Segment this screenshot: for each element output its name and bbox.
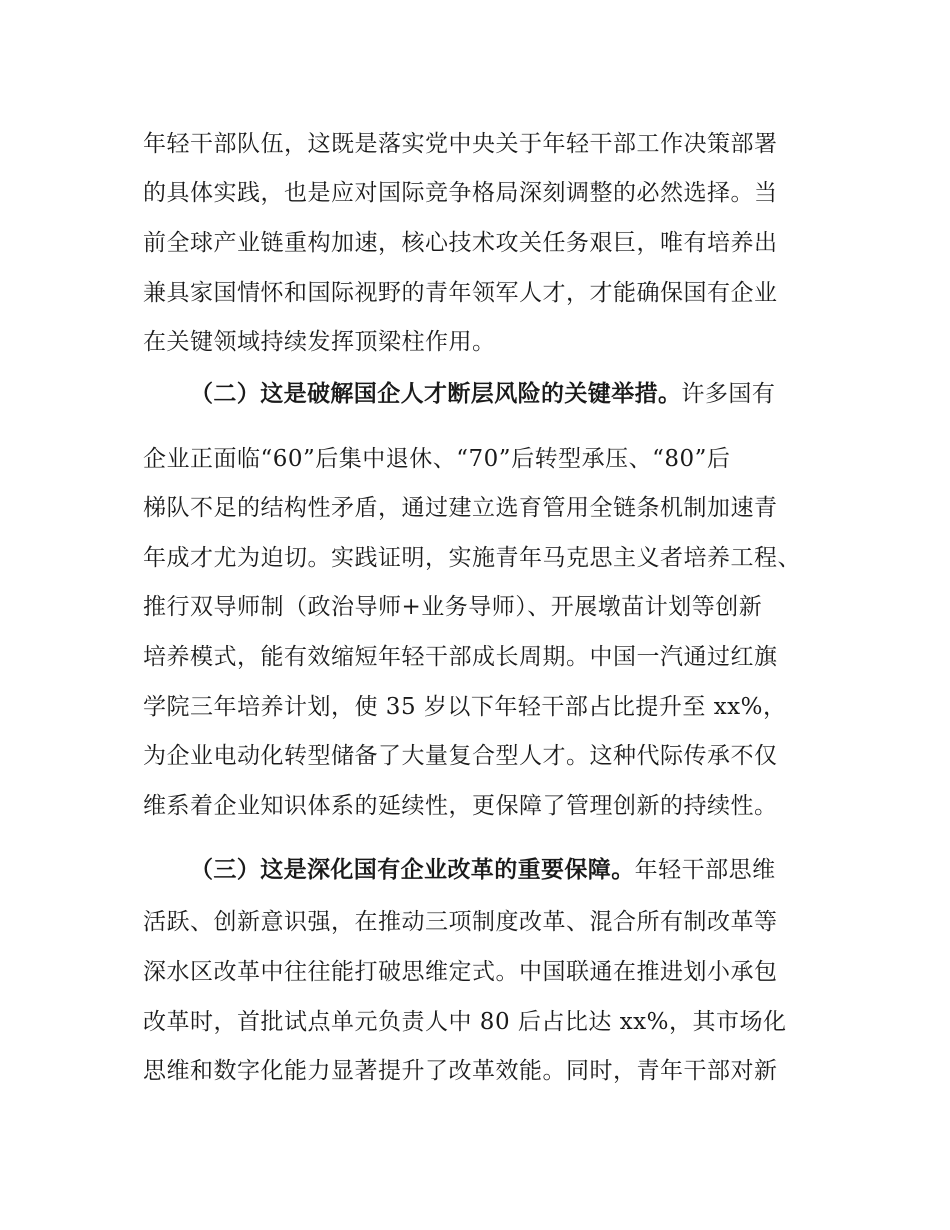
paragraph-1-line-4: 兼具家国情怀和国际视野的青年领军人才，才能确保国有企业 bbox=[143, 280, 778, 306]
paragraph-2-line-6: 培养模式，能有效缩短年轻干部成长周期。中国一汽通过红旗 bbox=[143, 644, 778, 670]
section-2-heading: （二）这是破解国企人才断层风险的关键举措。 bbox=[190, 381, 682, 407]
paragraph-2-line-7: 学院三年培养计划，使 35 岁以下年轻干部占比提升至 xx%， bbox=[143, 694, 787, 720]
paragraph-3-line-4: 改革时，首批试点单元负责人中 80 后占比达 xx%，其市场化 bbox=[143, 1009, 787, 1035]
paragraph-2-line-4: 年成才尤为迫切。实践证明，实施青年马克思主义者培养工程、 bbox=[143, 545, 801, 571]
paragraph-3-line-3: 深水区改革中往往能打破思维定式。中国联通在推进划小承包 bbox=[143, 959, 778, 985]
paragraph-3-first-line-text: 年轻干部思维 bbox=[634, 857, 776, 883]
paragraph-1-line-1: 年轻干部队伍，这既是落实党中央关于年轻干部工作决策部署 bbox=[143, 131, 778, 157]
paragraph-2-line-5: 推行双导师制（政治导师+业务导师）、开展墩苗计划等创新 bbox=[143, 594, 763, 620]
paragraph-3-line-2: 活跃、创新意识强，在推动三项制度改革、混合所有制改革等 bbox=[143, 909, 778, 935]
paragraph-2-line-9: 维系着企业知识体系的延续性，更保障了管理创新的持续性。 bbox=[143, 793, 778, 819]
paragraph-3-first-line bbox=[190, 855, 776, 885]
paragraph-3-line-5: 思维和数字化能力显著提升了改革效能。同时，青年干部对新 bbox=[143, 1058, 778, 1084]
paragraph-2-line-3: 梯队不足的结构性矛盾，通过建立选育管用全链条机制加速青 bbox=[143, 495, 778, 521]
paragraph-1-line-3: 前全球产业链重构加速，核心技术攻关任务艰巨，唯有培养出 bbox=[143, 230, 778, 256]
section-3-heading: （三）这是深化国有企业改革的重要保障。 bbox=[190, 857, 635, 883]
paragraph-2-line-8: 为企业电动化转型储备了大量复合型人才。这种代际传承不仅 bbox=[143, 743, 778, 769]
paragraph-2-first-line-text: 许多国有 bbox=[681, 381, 776, 407]
paragraph-1-line-2: 的具体实践，也是应对国际竞争格局深刻调整的必然选择。当 bbox=[143, 180, 778, 206]
paragraph-2-first-line bbox=[190, 379, 775, 409]
paragraph-2-line-2: 企业正面临“60”后集中退休、“70”后转型承压、“80”后 bbox=[143, 446, 731, 472]
paragraph-1-line-5: 在关键领域持续发挥顶梁柱作用。 bbox=[143, 329, 496, 355]
